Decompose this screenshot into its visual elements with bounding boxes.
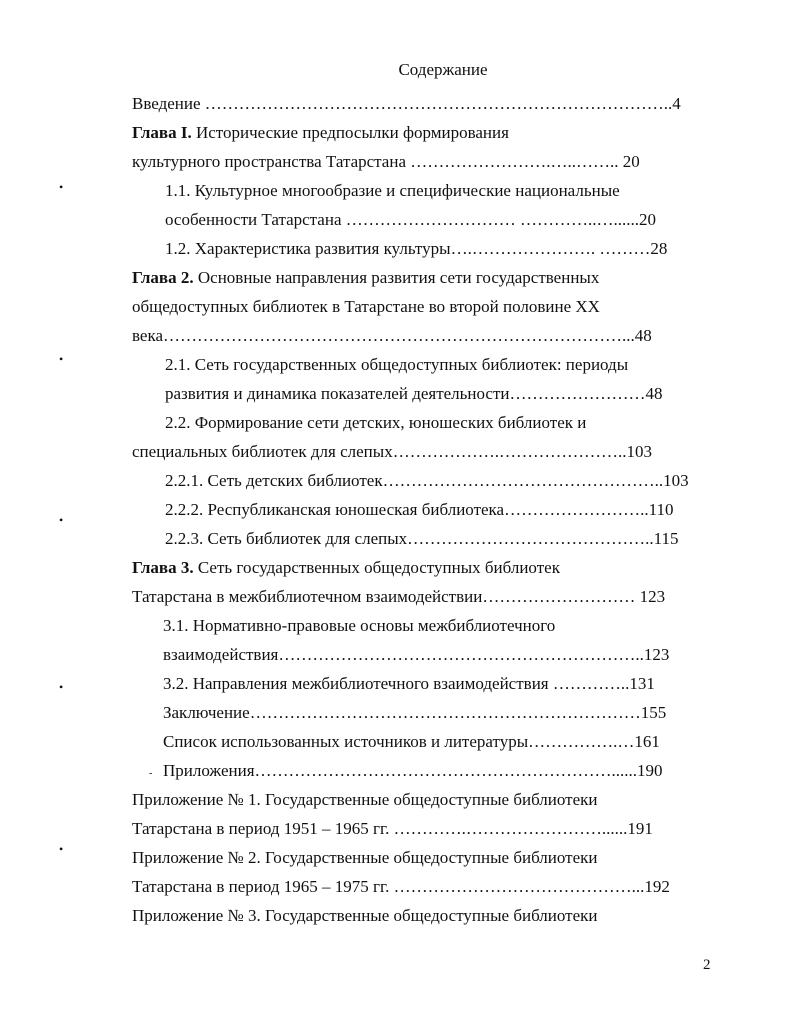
toc-entry-section-1-2 [165, 238, 690, 260]
toc-entry-text: Введение ………………………………………………………………………..4 [132, 94, 681, 113]
margin-bullet-icon: • [59, 842, 64, 856]
toc-entry-text: 2.2.2. Республиканская юношеская библиотека……………………..110 [165, 500, 674, 519]
toc-entry-section-2-1 [165, 354, 690, 376]
small-mark-icon: - [149, 768, 153, 779]
toc-entry-introduction [132, 93, 687, 115]
toc-entry-section-2-2-2 [165, 499, 690, 521]
toc-entry-chapter-3-cont [132, 586, 689, 608]
toc-entry-appendices [163, 760, 688, 782]
toc-entry-text: развития и динамика показателей деятельности……………………48 [165, 384, 663, 403]
toc-entry-conclusion [163, 702, 688, 724]
toc-entry-text: 1.1. Культурное многообразие и специфические национальные [165, 181, 620, 200]
toc-entry-text: века………………………………………………………………………...48 [132, 326, 652, 345]
toc-entry-text: 2.1. Сеть государственных общедоступных библиотек: периоды [165, 355, 629, 374]
toc-entry-text: общедоступных библиотек в Татарстане во второй половине XX [132, 297, 600, 316]
margin-bullet-icon: • [59, 180, 64, 194]
toc-entry-chapter-1-cont [132, 151, 687, 173]
toc-entry-section-3-2 [163, 673, 688, 695]
toc-entry-text: культурного пространства Татарстана …………………….…..…….. 20 [132, 152, 640, 171]
toc-entry-text: взаимодействия………………………………………………………..123 [163, 645, 670, 664]
toc-entry-text: Татарстана в межбиблиотечном взаимодействии……………………… 123 [132, 587, 666, 606]
toc-entry-section-2-2-3 [165, 528, 693, 550]
toc-entry-chapter-1 [132, 122, 687, 144]
toc-entry-text: Приложение № 1. Государственные общедоступные библиотеки [132, 790, 598, 809]
toc-entry-text: 2.2.1. Сеть детских библиотек…………………………………………..103 [165, 471, 689, 490]
toc-entry-references [163, 731, 688, 753]
margin-bullet-icon: • [59, 352, 64, 366]
toc-entry-text: Татарстана в период 1951 – 1965 гг. ………….……………………......191 [132, 819, 653, 838]
toc-entry-text: 2.2.3. Сеть библиотек для слепых……………………………………..115 [165, 529, 679, 548]
toc-entry-section-3-1 [163, 615, 688, 637]
toc-entry-text: Приложения………………………………………………………......190 [163, 761, 663, 780]
toc-entry-text: Татарстана в период 1965 – 1975 гг. ……………………………………...192 [132, 877, 670, 896]
toc-entry-text: Список использованных источников и литературы…………….…161 [163, 732, 660, 751]
toc-entry-section-3-1-cont [163, 644, 688, 666]
toc-entry-appendix-1-cont [132, 818, 692, 840]
toc-entry-text: Основные направления развития сети государственных [193, 268, 600, 287]
toc-entry-section-2-2-1 [165, 470, 690, 492]
toc-entry-text: 1.2. Характеристика развития культуры….…………………. ………28 [165, 239, 668, 258]
toc-entry-text: 3.1. Нормативно-правовые основы межбиблиотечного [163, 616, 556, 635]
toc-title: Содержание [398, 60, 488, 79]
toc-entry-section-2-2 [165, 412, 690, 434]
toc-entry-text: Заключение……………………………………………………………155 [163, 703, 667, 722]
toc-entry-appendix-2-cont [132, 876, 692, 898]
toc-entry-appendix-2 [132, 847, 692, 869]
toc-entry-section-2-1-cont [165, 383, 690, 405]
toc-entry-appendix-1 [132, 789, 692, 811]
toc-entry-chapter-2-cont2 [132, 325, 687, 347]
toc-entry-text: Приложение № 3. Государственные общедоступные библиотеки [132, 906, 598, 925]
margin-bullet-icon: • [59, 680, 64, 694]
toc-entry-text: Сеть государственных общедоступных библиотек [193, 558, 560, 577]
toc-entry-text: специальных библиотек для слепых……………….…………………..103 [132, 442, 652, 461]
toc-entry-text: Исторические предпосылки формирования [191, 123, 509, 142]
toc-entry-appendix-3 [132, 905, 692, 927]
toc-entry-text: 3.2. Направления межбиблиотечного взаимодействия …………..131 [163, 674, 655, 693]
toc-entry-text: 2.2. Формирование сети детских, юношеских библиотек и [165, 413, 587, 432]
toc-entry-section-1-1 [165, 180, 690, 202]
toc-entry-chapter-3 [132, 557, 687, 579]
toc-entry-section-1-1-cont [165, 209, 690, 231]
toc-entry-text: особенности Татарстана ………………………… …………..…......20 [165, 210, 656, 229]
toc-chapter-label: Глава I. [132, 123, 192, 142]
page-number: 2 [703, 957, 711, 973]
toc-entry-text: Приложение № 2. Государственные общедоступные библиотеки [132, 848, 598, 867]
toc-chapter-label: Глава 2. [132, 268, 194, 287]
toc-entry-chapter-2-cont [132, 296, 687, 318]
toc-entry-chapter-2 [132, 267, 687, 289]
margin-bullet-icon: • [59, 513, 64, 527]
toc-entry-section-2-2-cont [132, 441, 689, 463]
toc-chapter-label: Глава 3. [132, 558, 194, 577]
